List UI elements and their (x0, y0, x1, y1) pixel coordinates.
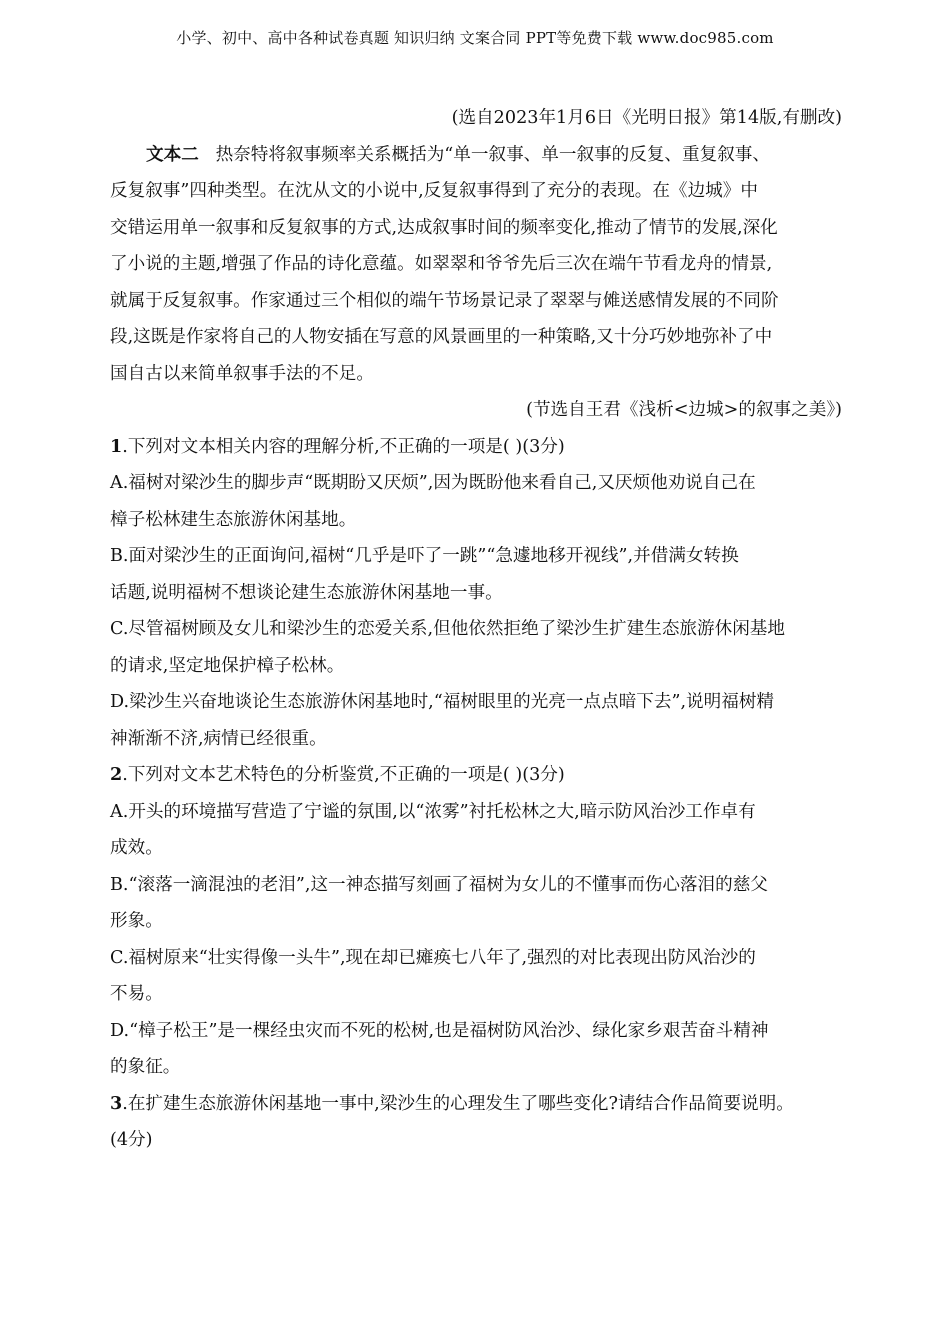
option-line: 神渐渐不济,病情已经很重。 (110, 728, 327, 749)
question-stem-text: .下列对文本艺术特色的分析鉴赏,不正确的一项是( )(3分) (122, 765, 565, 785)
question-2 (110, 757, 842, 1086)
site-header: 小学、初中、高中各种试卷真题 知识归纳 文案合同 PPT等免费下载 www.doc985.com (176, 29, 774, 47)
question-number: 2 (110, 764, 123, 785)
option-line: C.尽管福树顾及女儿和梁沙生的恋爱关系,但他依然拒绝了梁沙生扩建生态旅游休闲基地 (110, 619, 785, 639)
question-3 (110, 1086, 842, 1159)
question-stem-text: .下列对文本相关内容的理解分析,不正确的一项是( )(3分) (122, 436, 565, 457)
text2-source: (节选自王君《浅析<边城>的叙事之美》) (526, 400, 842, 420)
text2-first-line (110, 137, 842, 174)
text2-line: 段,这既是作家将自己的人物安插在写意的风景画里的一种策略,又十分巧妙地弥补了中 (110, 327, 773, 347)
text2-line: 了小说的主题,增强了作品的诗化意蕴。如翠翠和爷爷先后三次在端午节看龙舟的情景, (110, 254, 773, 274)
option-line: 话题,说明福树不想谈论建生态旅游休闲基地一事。 (110, 582, 503, 603)
question-stem (110, 1086, 842, 1123)
text2-line: 热奈特将叙事频率关系概括为“单一叙事、单一叙事的反复、重复叙事、 (215, 144, 770, 165)
option-line: C.福树原来“壮实得像一头牛”,现在却已瘫痪七八年了,强烈的对比表现出防风治沙的 (110, 947, 756, 968)
question-number: 1 (110, 435, 123, 457)
option-line: 的象征。 (110, 1057, 181, 1077)
text1-source: (选自2023年1月6日《光明日报》第14版,有删改) (451, 108, 842, 128)
text2-line: 就属于反复叙事。作家通过三个相似的端午节场景记录了翠翠与傩送感情发展的不同阶 (110, 290, 779, 311)
question-stem (110, 429, 842, 466)
text2-line: 国自古以来简单叙事手法的不足。 (110, 363, 374, 384)
option-line: B.面对梁沙生的正面询问,福树“几乎是吓了一跳”“急遽地移开视线”,并借满女转换 (110, 546, 739, 566)
question-stem-text: .在扩建生态旅游休闲基地一事中,梁沙生的心理发生了哪些变化?请结合作品简要说明。 (122, 1093, 794, 1114)
option-line: 樟子松林建生态旅游休闲基地。 (110, 509, 357, 530)
option-line: 成效。 (110, 838, 163, 858)
option-line: 的请求,坚定地保护樟子松林。 (110, 655, 345, 676)
option-line: D.“樟子松王”是一棵经虫灾而不死的松树,也是福树防风治沙、绿化家乡艰苦奋斗精神 (110, 1020, 769, 1041)
text2-line: 交错运用单一叙事和反复叙事的方式,达成叙事时间的频率变化,推动了情节的发展,深化 (110, 217, 778, 238)
question-1 (110, 429, 842, 758)
option-line: 不易。 (110, 984, 163, 1004)
option-line: A.福树对梁沙生的脚步声“既期盼又厌烦”,因为既盼他来看自己,又厌烦他劝说自己在 (110, 473, 756, 493)
question-stem (110, 757, 842, 794)
option-line: A.开头的环境描写营造了宁谧的氛围,以“浓雾”衬托松林之大,暗示防风治沙工作卓有 (110, 801, 756, 822)
option-line: 形象。 (110, 911, 163, 931)
text2-block (110, 137, 842, 429)
text2-line: 反复叙事”四种类型。在沈从文的小说中,反复叙事得到了充分的表现。在《边城》中 (110, 181, 758, 201)
document-body (110, 100, 842, 1159)
text2-label: 文本二 (146, 143, 199, 165)
option-line: B.“滚落一滴混浊的老泪”,这一神态描写刻画了福树为女儿的不懂事而伤心落泪的慈父 (110, 874, 768, 895)
option-line: D.梁沙生兴奋地谈论生态旅游休闲基地时,“福树眼里的光亮一点点暗下去”,说明福树精 (110, 692, 775, 712)
question-number: 3 (110, 1092, 123, 1114)
question-score: (4分) (110, 1130, 153, 1150)
